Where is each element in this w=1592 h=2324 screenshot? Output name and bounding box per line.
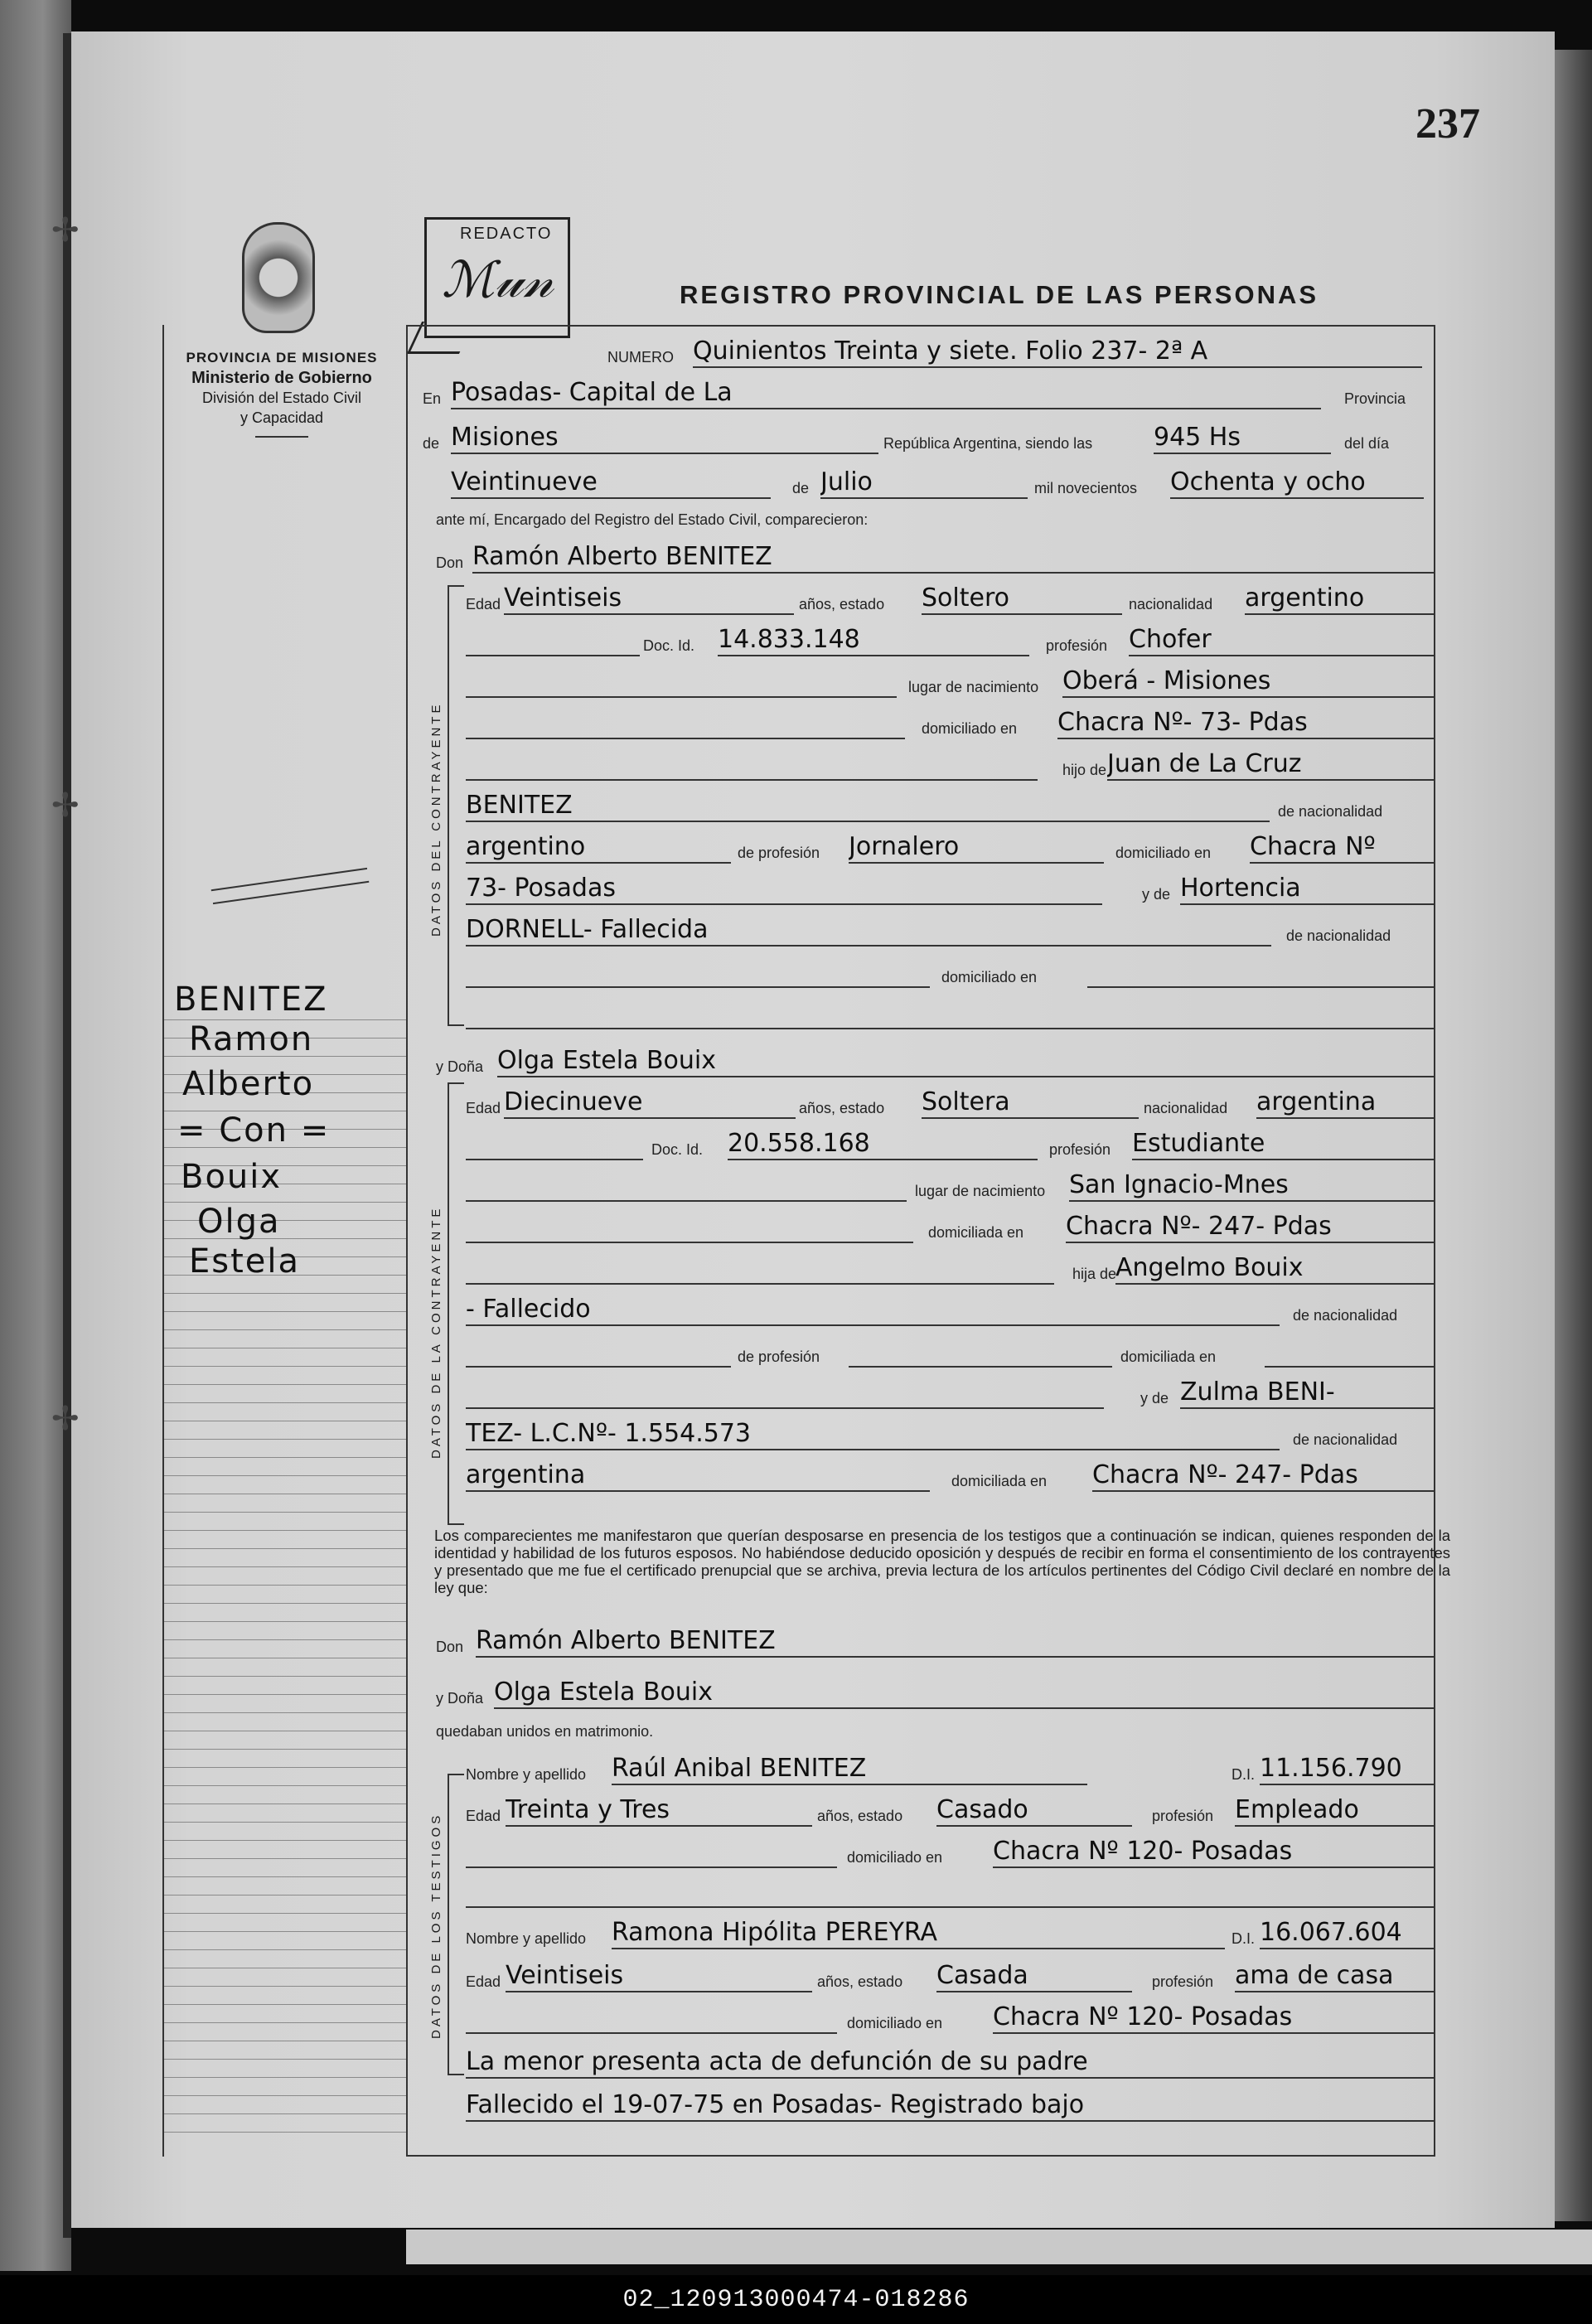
margin-rule-line [164, 1530, 406, 1531]
domiciliado-en-label: domiciliado en [1115, 845, 1212, 861]
dona-label: y Doña [436, 1058, 484, 1075]
domicilio-label: domiciliado en [922, 720, 1018, 737]
binding-stitch-icon: ✢ [51, 212, 80, 249]
margin-rule-line [164, 1931, 406, 1932]
margin-rule-line [164, 2113, 406, 2114]
nombre-label: Nombre y apellido [466, 1930, 587, 1947]
domiciliado-en-label: domiciliado en [941, 969, 1038, 985]
book-binding-left [0, 0, 71, 2271]
divider [255, 436, 308, 438]
page-bottom-strip [406, 2230, 1592, 2264]
margin-name-line: Ramon [189, 1020, 314, 1058]
dia-field: Veintinueve [451, 467, 771, 499]
blank-line [466, 1866, 837, 1868]
profesion-label: profesión [1152, 1808, 1214, 1824]
margin-border [406, 325, 408, 2157]
di-label: D.I. [1232, 1930, 1256, 1947]
margin-rule-line [164, 1548, 406, 1549]
madre-cont-field: TEZ- L.C.Nº- 1.554.573 [466, 1419, 1280, 1450]
margin-rule-line [164, 1949, 406, 1950]
provincia-field: Misiones [451, 423, 878, 454]
margin-rule-line [164, 1876, 406, 1877]
domicilio-field: Chacra Nº- 73- Pdas [1057, 708, 1434, 739]
anios-estado-label: años, estado [817, 1973, 903, 1990]
testigo-1-edad-field: Treinta y Tres [506, 1795, 812, 1827]
margin-rule-line [164, 1986, 406, 1987]
testigo-2-estado-field: Casada [936, 1961, 1132, 1992]
del-dia-label: del día [1344, 435, 1390, 452]
declared-wife-field: Olga Estela Bouix [494, 1678, 1434, 1709]
testigos-side-label: DATOS DE LOS TESTIGOS [429, 1812, 443, 2039]
mes-field: Julio [820, 467, 1028, 499]
blank-line [466, 986, 930, 988]
margin-name-line: Estela [189, 1242, 301, 1281]
blank-line [466, 1283, 1054, 1285]
edad-field: Veintiseis [504, 583, 794, 615]
de-profesion-label: de profesión [738, 845, 820, 861]
nombre-label: Nombre y apellido [466, 1766, 587, 1783]
profesion-label: profesión [1049, 1141, 1111, 1158]
edad-label: Edad [466, 596, 501, 612]
margin-name-line: Bouix [181, 1158, 283, 1196]
nota-line-1: La menor presenta acta de defunción de su padre [466, 2047, 1434, 2079]
domiciliada-en-label: domiciliada en [951, 1473, 1048, 1489]
margin-name-line: = Con = [177, 1111, 331, 1150]
nacionalidad-field: argentino [1245, 583, 1434, 615]
margin-rule-line [164, 1712, 406, 1713]
numero-field: Quinientos Treinta y siete. Folio 237- 2ª A [693, 336, 1422, 368]
anio-field: Ochenta y ocho [1170, 467, 1424, 499]
margin-rule-line [164, 1366, 406, 1367]
testigo-2-domicilio-field: Chacra Nº 120- Posadas [993, 2002, 1434, 2034]
provincial-crest-icon [242, 222, 315, 333]
division-name-2: y Capacidad [240, 409, 324, 426]
padre-cont-field: - Fallecido [466, 1295, 1280, 1326]
margin-rule-line [164, 1384, 406, 1385]
profesion-label: profesión [1152, 1973, 1214, 1990]
redacto-stamp [424, 217, 570, 338]
margin-rule-line [164, 1457, 406, 1458]
padre-field: Angelmo Bouix [1115, 1253, 1434, 1285]
section-bracket [448, 1082, 464, 1525]
margin-rule-line [164, 2077, 406, 2078]
margin-rule-line [164, 1402, 406, 1403]
margin-rule-line [164, 2004, 406, 2005]
scan-id-footer: 02_120913000474-018286 [0, 2275, 1592, 2324]
padre-dom-cont-field: 73- Posadas [466, 874, 1102, 905]
hijo-label: hijo de [1062, 762, 1107, 778]
margin-rule-line [164, 1603, 406, 1604]
doc-field: 20.558.168 [728, 1129, 1038, 1160]
estado-field: Soltero [922, 583, 1122, 615]
contrayente-side-label: DATOS DE LA CONTRAYENTE [429, 1205, 443, 1459]
novecientos-label: mil novecientos [1034, 480, 1138, 496]
testigo-2-name-field: Ramona Hipólita PEREYRA [612, 1918, 1225, 1949]
doc-field: 14.833.148 [718, 625, 1029, 656]
anios-estado-label: años, estado [817, 1808, 903, 1824]
domicilio-field: Chacra Nº- 247- Pdas [1066, 1212, 1434, 1243]
hija-label: hija de [1072, 1266, 1117, 1282]
blank-line [466, 1200, 907, 1202]
nacionalidad-field: argentina [1256, 1087, 1434, 1119]
domicilio-label: domiciliado en [847, 2015, 943, 2031]
margin-rule-line [164, 1621, 406, 1622]
margin-rule-line [164, 1329, 406, 1330]
profesion-label: profesión [1046, 637, 1108, 654]
margin-rule-line [164, 1439, 406, 1440]
edad-label: Edad [466, 1100, 501, 1116]
margin-rule-line [164, 1913, 406, 1914]
don-label: Don [436, 1639, 464, 1655]
margin-rule-line [164, 1840, 406, 1841]
contrayente-side-label: DATOS DEL CONTRAYENTE [429, 701, 443, 937]
testigo-1-name-field: Raúl Anibal BENITEZ [612, 1754, 1087, 1785]
blank-line [466, 1028, 1434, 1029]
dona-label: y Doña [436, 1690, 484, 1707]
blank-line [466, 1407, 1104, 1409]
de-profesion-label: de profesión [738, 1348, 820, 1365]
margin-name-line: BENITEZ [174, 980, 328, 1019]
lugar-nac-field: Oberá - Misiones [1062, 666, 1434, 698]
margin-rule-line [164, 1585, 406, 1586]
provincia-label: Provincia [1344, 390, 1406, 407]
profesion-field: Estudiante [1132, 1129, 1434, 1160]
domicilio-label: domiciliada en [928, 1224, 1024, 1241]
numero-label: NUMERO [607, 349, 674, 366]
padre-prof-field: Jornalero [849, 832, 1104, 864]
form-frame [408, 2155, 1435, 2157]
en-label: En [423, 390, 442, 407]
testigo-1-di-field: 11.156.790 [1260, 1754, 1434, 1785]
testigo-1-estado-field: Casado [936, 1795, 1132, 1827]
blank-line [466, 779, 1038, 781]
madre-nac-field: argentina [466, 1460, 930, 1492]
page-edge-right [1555, 50, 1592, 2221]
madre-cont-field: DORNELL- Fallecida [466, 915, 1271, 947]
margin-name-line: Olga [197, 1203, 281, 1241]
blank-line [466, 655, 640, 656]
doc-label: Doc. Id. [643, 637, 695, 654]
madre-field: Hortencia [1180, 874, 1434, 905]
margin-rule-line [164, 1293, 406, 1294]
blank-line [1087, 986, 1434, 988]
de-nac-label: de nacionalidad [1286, 927, 1391, 944]
nacionalidad-label: nacionalidad [1129, 596, 1213, 612]
issuing-authority [157, 348, 406, 438]
blank-line [466, 2032, 837, 2034]
de-nac-label: de nacionalidad [1293, 1431, 1398, 1448]
blank-line [466, 1906, 1434, 1908]
margin-rule-line [164, 1676, 406, 1677]
margin-name-line: Alberto [182, 1065, 315, 1103]
declared-husband-field: Ramón Alberto BENITEZ [476, 1626, 1434, 1658]
margin-rule-line [164, 1749, 406, 1750]
province-name: PROVINCIA DE MISIONES [186, 350, 378, 366]
padre-nac-field: argentino [466, 832, 731, 864]
estado-field: Soltera [922, 1087, 1139, 1119]
contrayente-2-name-field: Olga Estela Bouix [497, 1046, 1434, 1077]
padre-cont-field: BENITEZ [466, 791, 1270, 822]
republica-label: República Argentina, siendo las [883, 435, 1093, 452]
testigo-2-profesion-field: ama de casa [1235, 1961, 1434, 1992]
edad-label: Edad [466, 1973, 501, 1990]
padre-field: Juan de La Cruz [1107, 749, 1434, 781]
margin-rule-line [164, 1858, 406, 1859]
unidos-text: quedaban unidos en matrimonio. [436, 1723, 654, 1740]
anios-estado-label: años, estado [799, 1100, 885, 1116]
don-label: Don [436, 554, 464, 571]
margin-rule-line [164, 1639, 406, 1640]
anios-estado-label: años, estado [799, 596, 885, 612]
stamp-label: REDACTO [460, 225, 553, 243]
madre-field: Zulma BENI- [1180, 1377, 1434, 1409]
form-frame [408, 325, 1435, 327]
margin-rule-line [164, 2059, 406, 2060]
blank-line [466, 738, 905, 739]
declaration-paragraph: Los comparecientes me manifestaron que querían desposarse en presencia de los testigos que a continuación se indican, quienes responden de la identidad y habilidad de los futuros esposos. No habiéndose deducido oposición y después de recibir en forma el consentimiento de los contrayentes y presentado que me fue el certificado prenupcial que se archiva, previa lectura de los artículos pertinentes del Código Civil declaré en nombre de la ley que: [434, 1527, 1450, 1596]
document-title: REGISTRO PROVINCIAL DE LAS PERSONAS [680, 280, 1319, 309]
de-nac-label: de nacionalidad [1278, 803, 1383, 820]
margin-rule-line [164, 1785, 406, 1786]
y-de-label: y de [1142, 886, 1171, 903]
testigo-1-domicilio-field: Chacra Nº 120- Posadas [993, 1837, 1434, 1868]
margin-rule-line [164, 1822, 406, 1823]
margin-rule-line [164, 1694, 406, 1695]
margin-border [162, 325, 164, 2157]
de-nac-label: de nacionalidad [1293, 1307, 1398, 1324]
blank-line [849, 1366, 1112, 1368]
de-label: de [423, 435, 440, 452]
di-label: D.I. [1232, 1766, 1256, 1783]
margin-rule-line [164, 1512, 406, 1513]
division-name: División del Estado Civil [201, 390, 362, 406]
madre-dom-field: Chacra Nº- 247- Pdas [1092, 1460, 1434, 1492]
blank-line [466, 1242, 913, 1243]
hora-field: 945 Hs [1154, 423, 1331, 454]
comparecieron-text: ante mí, Encargado del Registro del Estado Civil, comparecieron: [436, 511, 869, 528]
edad-label: Edad [466, 1808, 501, 1824]
y-de-label: y de [1140, 1390, 1169, 1407]
form-frame [1434, 325, 1435, 2157]
testigo-1-profesion-field: Empleado [1235, 1795, 1434, 1827]
lugar-field: Posadas- Capital de La [451, 378, 1321, 409]
contrayente-1-name-field: Ramón Alberto BENITEZ [472, 542, 1434, 574]
margin-rule-line [164, 2022, 406, 2023]
blank-line [466, 1366, 731, 1368]
edad-field: Diecinueve [504, 1087, 796, 1119]
margin-rule-line [164, 1475, 406, 1476]
lugar-nac-field: San Ignacio-Mnes [1069, 1170, 1434, 1202]
doc-label: Doc. Id. [651, 1141, 704, 1158]
book-spine [63, 33, 71, 2238]
domiciliada-en-label: domiciliada en [1120, 1348, 1217, 1365]
binding-stitch-icon: ✢ [51, 1401, 80, 1437]
ministry-name: Ministerio de Gobierno [191, 369, 372, 387]
margin-rule-line [164, 1895, 406, 1896]
blank-line [466, 696, 897, 698]
binding-stitch-icon: ✢ [51, 787, 80, 824]
margin-rule-line [164, 1767, 406, 1768]
lugar-nac-label: lugar de nacimiento [915, 1183, 1046, 1199]
section-bracket [448, 1774, 464, 2075]
profesion-field: Chofer [1129, 625, 1434, 656]
section-bracket [448, 585, 464, 1026]
lugar-nac-label: lugar de nacimiento [908, 679, 1039, 695]
testigo-2-di-field: 16.067.604 [1260, 1918, 1434, 1949]
nacionalidad-label: nacionalidad [1144, 1100, 1228, 1116]
margin-rule-line [164, 2132, 406, 2133]
margin-rule-line [164, 1311, 406, 1312]
page-number: 237 [1415, 100, 1480, 148]
blank-line [1265, 1366, 1434, 1368]
testigo-2-edad-field: Veintiseis [506, 1961, 812, 1992]
margin-rule-line [164, 2095, 406, 2096]
blank-line [466, 1159, 643, 1160]
margin-rule-line [164, 1566, 406, 1567]
domicilio-label: domiciliado en [847, 1849, 943, 1866]
padre-dom-field: Chacra Nº [1250, 832, 1434, 864]
de-mes-label: de [792, 480, 810, 496]
stamp-signature: ℳ𝓊𝓃 [442, 251, 554, 309]
nota-line-2: Fallecido el 19-07-75 en Posadas- Registrado bajo [466, 2090, 1434, 2122]
